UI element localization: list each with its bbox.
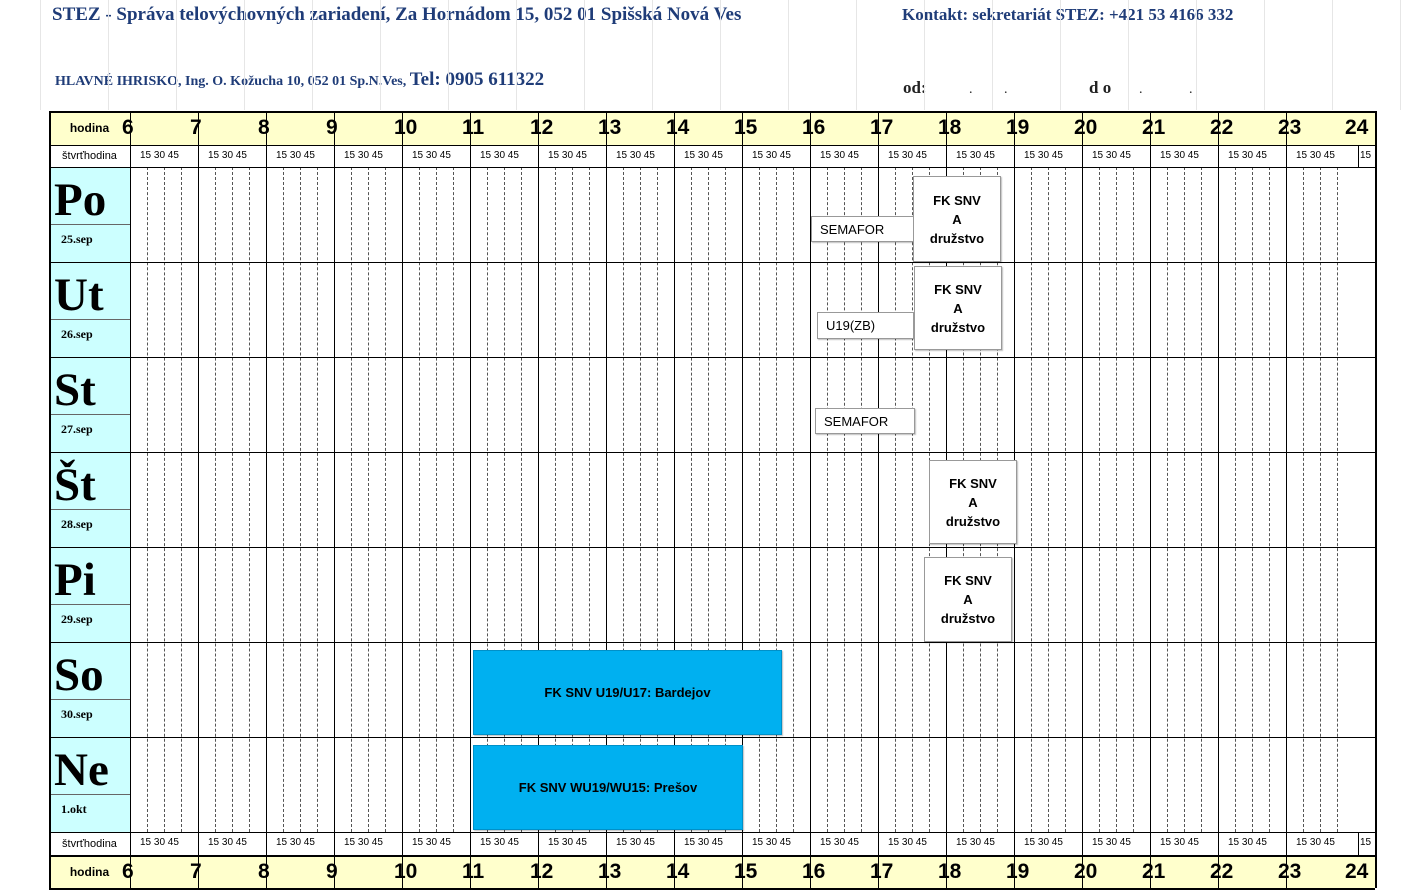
quarter-numbers: 15 30 45	[548, 837, 587, 848]
day-date: 28.sep	[61, 517, 93, 531]
guide-line	[992, 0, 993, 110]
grid-line	[1065, 167, 1066, 832]
hour-number: 20	[1074, 860, 1098, 883]
date-to-dot: .	[1189, 82, 1193, 97]
grid-line	[266, 111, 267, 888]
grid-line	[147, 167, 148, 832]
grid-line	[49, 167, 1375, 168]
hour-number: 7	[190, 860, 202, 883]
hour-number: 17	[870, 860, 894, 883]
grid-line	[453, 167, 454, 832]
hour-number: 18	[938, 116, 962, 139]
event-block[interactable]: SEMAFOR	[815, 408, 915, 434]
quarter-numbers: 15 30 45	[956, 150, 995, 161]
quarter-numbers: 15 30 45	[1160, 150, 1199, 161]
hour-number: 15	[734, 116, 758, 139]
grid-line	[1099, 167, 1100, 832]
grid-line	[49, 111, 1375, 113]
quarter-numbers: 15 30 45	[1296, 837, 1335, 848]
grid-line	[844, 167, 845, 832]
grid-line	[49, 642, 1375, 643]
day-date: 25.sep	[61, 232, 93, 246]
quarter-numbers: 15 30 45	[208, 150, 247, 161]
guide-line	[788, 0, 789, 110]
quarter-numbers: 15 30 45	[684, 837, 723, 848]
event-block[interactable]: FK SNV A družstvo	[929, 460, 1017, 544]
guide-line	[856, 0, 857, 110]
hour-number: 14	[666, 116, 690, 139]
quarter-label: štvrťhodina	[62, 150, 117, 162]
grid-line	[827, 167, 828, 832]
day-name: Ne	[54, 744, 109, 796]
hour-number: 23	[1278, 116, 1302, 139]
guide-line	[1060, 0, 1061, 110]
grid-line	[1048, 167, 1049, 832]
hour-number: 10	[394, 116, 418, 139]
hour-number: 16	[802, 860, 826, 883]
hour-label: hodina	[69, 121, 110, 135]
guide-line	[312, 0, 313, 110]
guide-line	[1128, 0, 1129, 110]
grid-line	[1358, 145, 1359, 167]
grid-line	[181, 167, 182, 832]
hour-number: 12	[530, 860, 554, 883]
quarter-numbers: 15 30 45	[684, 150, 723, 161]
quarter-numbers: 15 30 45	[1024, 837, 1063, 848]
grid-line	[300, 167, 301, 832]
day-name: So	[54, 649, 104, 701]
grid-line	[1218, 111, 1219, 888]
grid-line	[1031, 167, 1032, 832]
date-to-label: d o	[1089, 78, 1112, 97]
event-block[interactable]: FK SNV A družstvo	[914, 266, 1002, 350]
quarter-numbers: 15 30 45	[1296, 150, 1335, 161]
quarter-numbers: 15 30 45	[412, 150, 451, 161]
quarter-numbers: 15 30 45	[1092, 150, 1131, 161]
quarter-numbers: 15 30 45	[888, 837, 927, 848]
hour-number: 13	[598, 860, 622, 883]
quarter-numbers: 15 30 45	[1092, 837, 1131, 848]
day-divider	[49, 794, 130, 795]
event-block[interactable]: FK SNV A družstvo	[913, 176, 1001, 262]
day-date: 1.okt	[61, 802, 87, 816]
hour-label: hodina	[69, 864, 110, 879]
hour-number: 7	[190, 116, 202, 139]
quarter-numbers: 15	[1360, 837, 1372, 848]
quarter-numbers: 15 30 45	[276, 837, 315, 848]
day-date: 29.sep	[61, 612, 93, 626]
hour-number: 15	[734, 860, 758, 883]
hour-number: 21	[1142, 116, 1166, 139]
quarter-numbers: 15 30 45	[1024, 150, 1063, 161]
hour-number: 6	[122, 860, 134, 883]
event-block[interactable]: U19(ZB)	[817, 312, 914, 339]
event-block[interactable]: FK SNV A družstvo	[924, 557, 1012, 642]
venue-phone: Tel: 0905 611322	[409, 69, 545, 90]
grid-line	[1252, 167, 1253, 832]
grid-line	[436, 167, 437, 832]
day-date: 26.sep	[61, 327, 93, 341]
quarter-numbers: 15 30 45	[616, 837, 655, 848]
hour-number: 8	[258, 116, 270, 139]
day-divider	[49, 414, 130, 415]
hour-number: 19	[1006, 860, 1030, 883]
hour-number: 20	[1074, 116, 1098, 139]
event-block[interactable]: FK SNV U19/U17: Bardejov	[473, 650, 782, 735]
grid-line	[49, 145, 1375, 146]
grid-line	[385, 167, 386, 832]
quarter-numbers: 15 30 45	[616, 150, 655, 161]
grid-line	[1082, 111, 1083, 888]
hour-row	[49, 111, 1375, 145]
grid-line	[402, 111, 403, 888]
guide-line	[380, 0, 381, 110]
grid-line	[164, 167, 165, 832]
guide-line	[1332, 0, 1333, 110]
day-divider	[49, 604, 130, 605]
hour-number: 12	[530, 116, 554, 139]
grid-line	[334, 111, 335, 888]
grid-line	[283, 167, 284, 832]
quarter-numbers: 15 30 45	[412, 837, 451, 848]
guide-line	[40, 0, 41, 110]
quarter-numbers: 15 30 45	[956, 837, 995, 848]
date-to-dot: .	[1139, 82, 1143, 97]
day-divider	[49, 509, 130, 510]
quarter-numbers: 15 30 45	[1160, 837, 1199, 848]
grid-line	[1116, 167, 1117, 832]
grid-line	[49, 452, 1375, 453]
grid-line	[198, 111, 199, 888]
quarter-label: štvrťhodina	[62, 837, 117, 850]
day-name: Ut	[54, 269, 104, 321]
page-title: STEZ - Správa telovýchovných zariadení, Za Hornádom 15, 052 01 Spišská Nová Ves	[52, 4, 742, 25]
quarter-numbers: 15 30 45	[888, 150, 927, 161]
grid-line	[49, 111, 51, 888]
quarter-numbers: 15 30 45	[344, 837, 383, 848]
grid-line	[1201, 167, 1202, 832]
grid-line	[895, 167, 896, 832]
quarter-numbers: 15 30 45	[276, 150, 315, 161]
hour-number: 21	[1142, 860, 1166, 883]
date-from-dot: .	[969, 82, 973, 97]
grid-line	[368, 167, 369, 832]
guide-line	[448, 0, 449, 110]
grid-line	[912, 167, 913, 832]
day-date: 30.sep	[61, 707, 93, 721]
guide-line	[1196, 0, 1197, 110]
hour-number: 23	[1278, 860, 1302, 883]
guide-line	[720, 0, 721, 110]
grid-line	[317, 167, 318, 832]
hour-number: 14	[666, 860, 690, 883]
hour-number: 19	[1006, 116, 1030, 139]
hour-number: 17	[870, 116, 894, 139]
event-block[interactable]: FK SNV WU19/WU15: Prešov	[473, 745, 743, 830]
day-divider	[49, 699, 130, 700]
grid-line	[249, 167, 250, 832]
quarter-numbers: 15 30 45	[1228, 150, 1267, 161]
day-divider	[49, 224, 130, 225]
quarter-numbers: 15 30 45	[344, 150, 383, 161]
quarter-numbers: 15 30 45	[140, 150, 179, 161]
hour-number: 13	[598, 116, 622, 139]
hour-number: 9	[326, 116, 338, 139]
grid-line	[1375, 111, 1377, 888]
contact-info: Kontakt: sekretariát STEZ: +421 53 4166 332	[902, 5, 1234, 24]
day-name: Po	[54, 174, 107, 226]
grid-line	[861, 167, 862, 832]
grid-line	[419, 167, 420, 832]
hour-number: 6	[122, 116, 134, 139]
guide-line	[108, 0, 109, 110]
guide-line	[652, 0, 653, 110]
hour-number: 24	[1345, 116, 1369, 139]
grid-line	[1269, 167, 1270, 832]
grid-line	[1235, 167, 1236, 832]
guide-line	[516, 0, 517, 110]
quarter-numbers: 15 30 45	[820, 837, 859, 848]
grid-line	[1303, 167, 1304, 832]
day-name: Pi	[54, 554, 96, 606]
quarter-numbers: 15	[1360, 150, 1372, 161]
guide-line	[1264, 0, 1265, 110]
grid-line	[351, 167, 352, 832]
grid-line	[1133, 167, 1134, 832]
hour-number: 16	[802, 116, 826, 139]
quarter-numbers: 15 30 45	[752, 150, 791, 161]
grid-line	[793, 167, 794, 832]
hour-row	[49, 855, 1375, 888]
grid-line	[49, 262, 1375, 263]
guide-line	[1400, 0, 1401, 110]
quarter-numbers: 15 30 45	[480, 150, 519, 161]
grid-line	[130, 111, 131, 888]
quarter-numbers: 15 30 45	[480, 837, 519, 848]
quarter-numbers: 15 30 45	[752, 837, 791, 848]
venue-address: HLAVNÉ IHRISKO, Ing. O. Kožucha 10, 052 01 Sp.N.Ves,	[55, 74, 407, 89]
guide-line	[176, 0, 177, 110]
hour-number: 11	[462, 116, 485, 139]
quarter-numbers: 15 30 45	[1228, 837, 1267, 848]
grid-line	[49, 855, 1375, 857]
grid-line	[1358, 832, 1359, 855]
grid-line	[1286, 111, 1287, 888]
event-block[interactable]: SEMAFOR	[811, 216, 914, 242]
grid-line	[1167, 167, 1168, 832]
hour-number: 22	[1210, 116, 1234, 139]
hour-number: 24	[1345, 860, 1369, 883]
grid-line	[232, 167, 233, 832]
date-from-label: od:	[903, 78, 927, 97]
day-divider	[49, 319, 130, 320]
hour-number: 18	[938, 860, 962, 883]
grid-line	[49, 832, 1375, 833]
guide-line	[584, 0, 585, 110]
day-name: St	[54, 364, 96, 416]
grid-line	[1337, 167, 1338, 832]
grid-line	[215, 167, 216, 832]
hour-number: 9	[326, 860, 338, 883]
hour-number: 8	[258, 860, 270, 883]
quarter-numbers: 15 30 45	[140, 837, 179, 848]
day-name: Št	[54, 459, 96, 511]
hour-number: 22	[1210, 860, 1234, 883]
hour-number: 10	[394, 860, 418, 883]
quarter-numbers: 15 30 45	[820, 150, 859, 161]
quarter-numbers: 15 30 45	[548, 150, 587, 161]
day-date: 27.sep	[61, 422, 93, 436]
guide-line	[244, 0, 245, 110]
grid-line	[470, 111, 471, 888]
quarter-numbers: 15 30 45	[208, 837, 247, 848]
hour-number: 11	[462, 860, 485, 883]
grid-line	[1184, 167, 1185, 832]
grid-line	[1320, 167, 1321, 832]
grid-line	[49, 737, 1375, 738]
grid-line	[1150, 111, 1151, 888]
date-from-dot: .	[1004, 82, 1008, 97]
grid-line	[49, 357, 1375, 358]
guide-line	[924, 0, 925, 110]
grid-line	[49, 547, 1375, 548]
